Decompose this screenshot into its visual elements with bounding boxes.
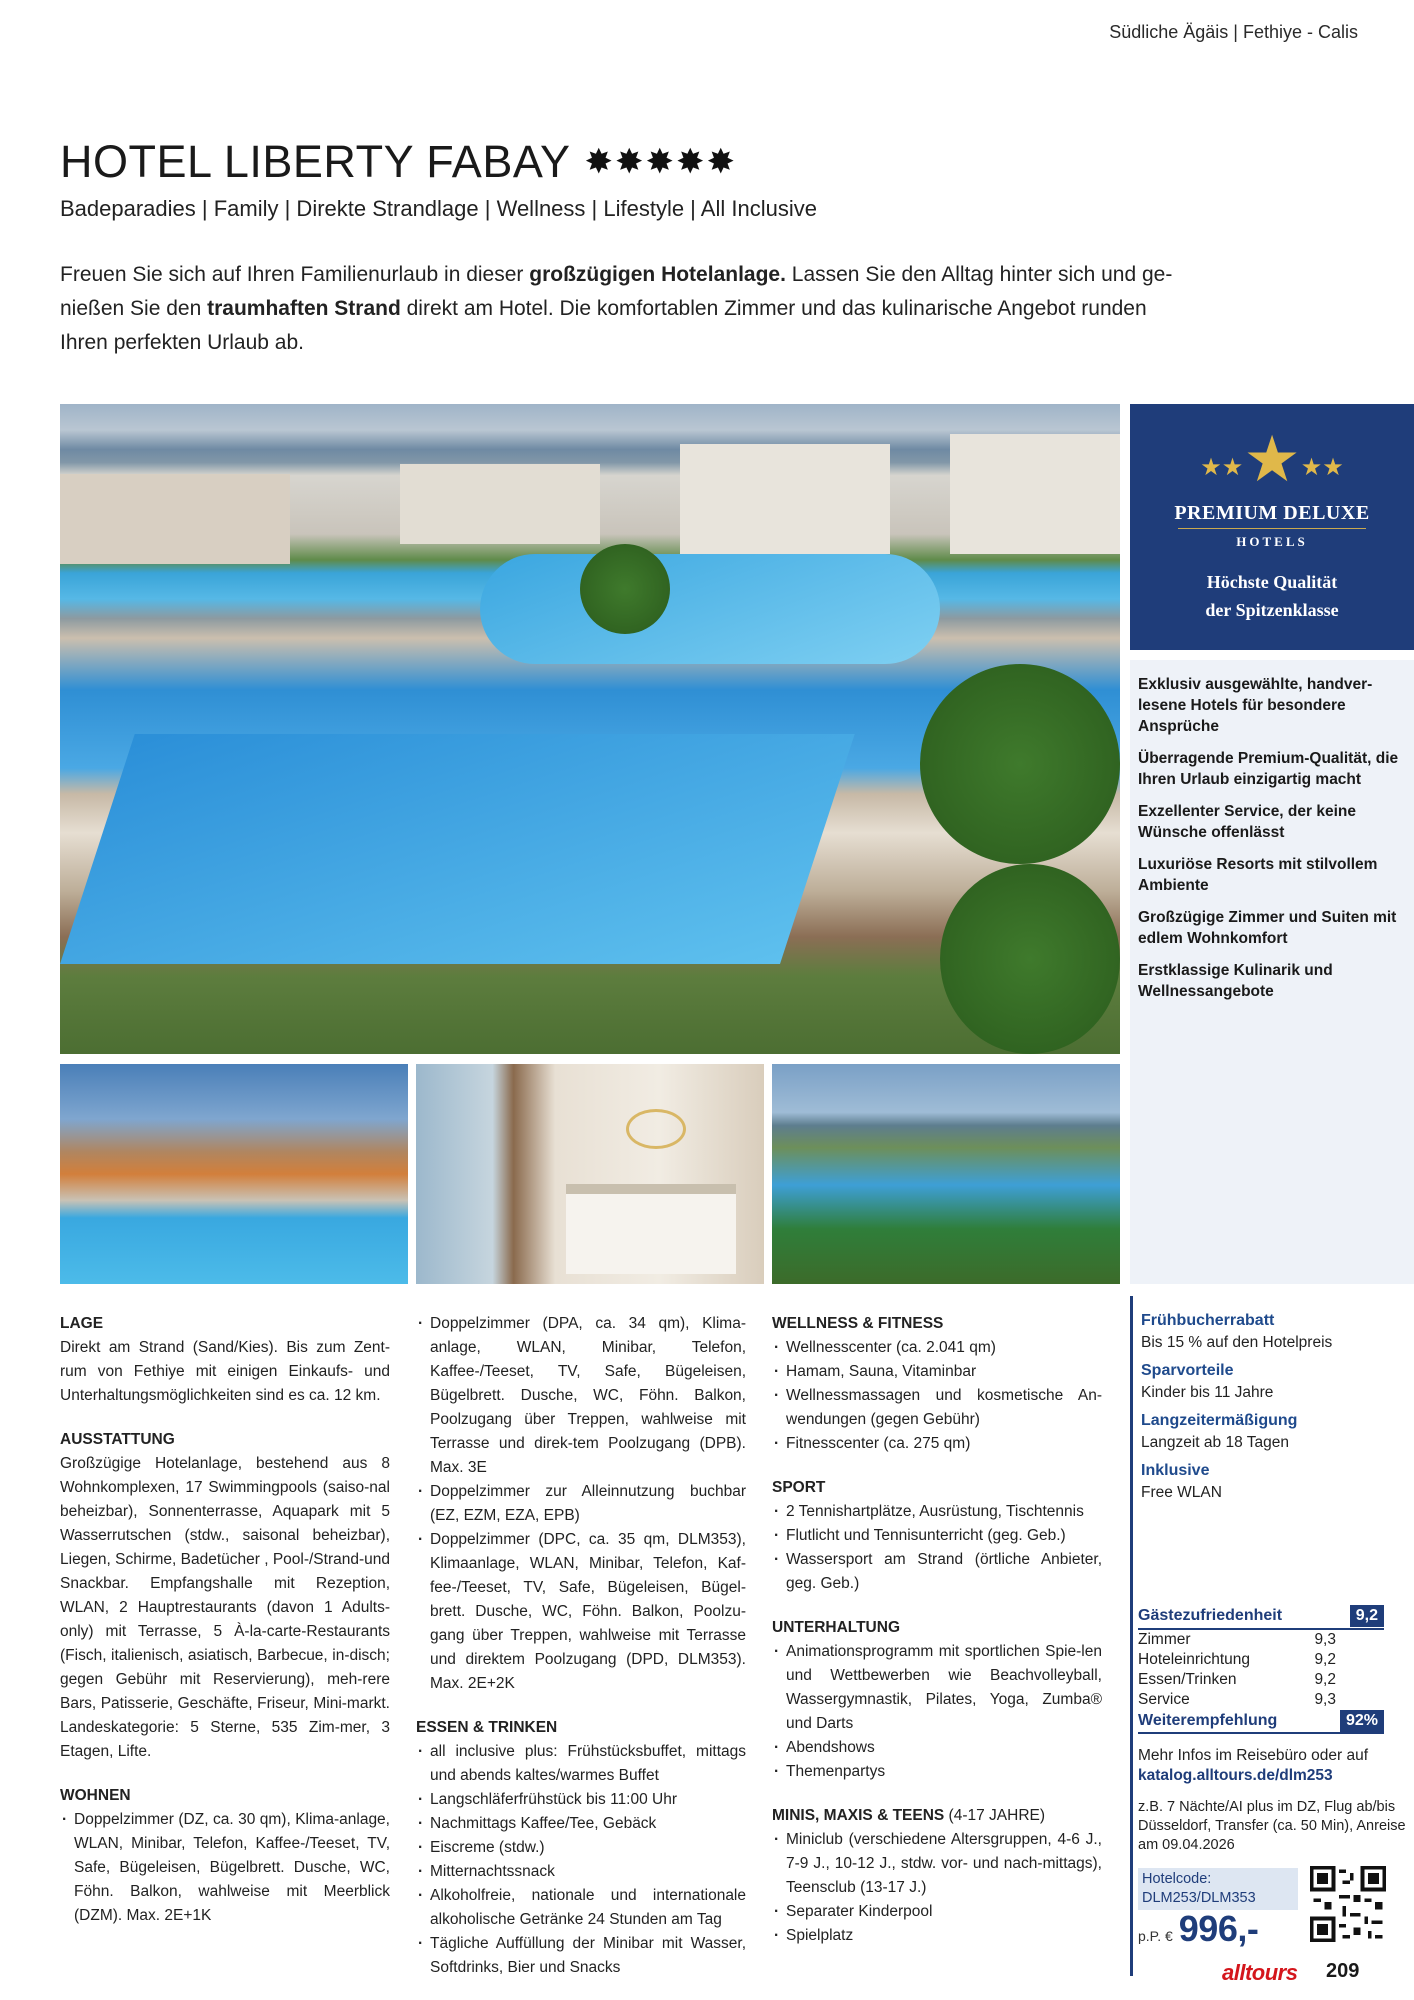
list-item: · Tägliche Auffüllung der Minibar mit Wasser, Softdrinks, Bier und Snacks xyxy=(416,1932,746,1980)
list-item: · Nachmittags Kaffee/Tee, Gebäck xyxy=(416,1812,746,1836)
more-info-text: Mehr Infos im Reisebüro oder auf xyxy=(1138,1747,1369,1764)
list-item: · 2 Tennishartplätze, Ausrüstung, Tischtennis xyxy=(772,1500,1102,1524)
rating-value: 9,3 xyxy=(1314,1691,1336,1708)
list-item: · all inclusive plus: Frühstücksbuffet, mittags und abends kaltes/warmes Buffet xyxy=(416,1740,746,1788)
list-item: · Miniclub (verschiedene Altersgruppen, 4-6 J., 7-9 J., 10-12 J., stdw. vor- und nach-mittags), Teensclub (13-17 J.) xyxy=(772,1828,1102,1900)
catalog-link[interactable]: katalog.alltours.de/dlm253 xyxy=(1138,1767,1333,1784)
star-rating-icon: ✸✸✸✸✸ xyxy=(584,143,737,181)
section-heading-sport: SPORT xyxy=(772,1479,826,1496)
hotel-title xyxy=(60,136,737,188)
photo-palm xyxy=(920,664,1120,864)
list-item: · Mitternachtssnack xyxy=(416,1860,746,1884)
photo-palm xyxy=(940,864,1120,1054)
pool-terrace-photo xyxy=(60,1064,408,1284)
minis-heading-note: (4-17 JAHRE) xyxy=(944,1807,1046,1824)
premium-features-list xyxy=(1130,660,1414,1284)
offer-details: z.B. 7 Nächte/AI plus im DZ, Flug ab/bis Düsseldorf, Transfer (ca. 50 Min), Anreise am 09.04.2026 xyxy=(1138,1799,1406,1853)
rating-header xyxy=(1138,1604,1384,1630)
badge-tagline-2: der Spitzenklasse xyxy=(1205,600,1339,620)
section-heading-wohnen: WOHNEN xyxy=(60,1787,131,1804)
essen-list xyxy=(416,1740,746,1980)
price-prefix: p.P. € xyxy=(1138,1928,1173,1944)
wohnen-list xyxy=(60,1808,390,1928)
feature-item: Überragende Premium-Qualität, die Ihren Urlaub einzigartig macht xyxy=(1138,750,1399,788)
feature-item: Erstklassige Kulinarik und Wellnessangebote xyxy=(1138,962,1333,1000)
hotel-code-label: Hotelcode: xyxy=(1142,1871,1212,1887)
badge-tagline xyxy=(1130,568,1414,624)
rating-row xyxy=(1138,1650,1384,1670)
recommend-label: Weiterempfehlung xyxy=(1138,1712,1278,1729)
list-item: · Langschläferfrühstück bis 11:00 Uhr xyxy=(416,1788,746,1812)
rating-row xyxy=(1138,1690,1384,1710)
deal-title: Inklusive xyxy=(1141,1462,1210,1479)
deal-value: Bis 15 % auf den Hotelpreis xyxy=(1141,1334,1333,1351)
photo-bed xyxy=(566,1184,736,1274)
rating-label: Zimmer xyxy=(1138,1631,1191,1648)
photo-building xyxy=(950,434,1120,554)
list-item: · Abendshows xyxy=(772,1736,1102,1760)
section-heading-unterhaltung: UNTERHALTUNG xyxy=(772,1619,901,1636)
hotel-tags: Badeparadies | Family | Direkte Strandlage | Wellness | Lifestyle | All Inclusive xyxy=(60,196,817,221)
more-info xyxy=(1138,1746,1408,1786)
photo-pool xyxy=(480,554,940,664)
minis-heading-text: MINIS, MAXIS & TEENS xyxy=(772,1807,945,1824)
list-item: · Themenpartys xyxy=(772,1760,1102,1784)
feature-item: Exklusiv ausgewählte, handver-lesene Hotels für besondere Ansprüche xyxy=(1138,676,1373,735)
sport-list xyxy=(772,1500,1102,1596)
intro-bold-1: großzügigen Hotelanlage. xyxy=(529,263,786,286)
deal-value: Kinder bis 11 Jahre xyxy=(1141,1384,1274,1401)
feature-item: Luxuriöse Resorts mit stilvollem Ambiente xyxy=(1138,856,1378,894)
rating-heading: Gästezufriedenheit xyxy=(1138,1607,1283,1624)
hotel-code-box xyxy=(1138,1868,1298,1910)
list-item: · Separater Kinderpool xyxy=(772,1900,1102,1924)
rating-row xyxy=(1138,1630,1384,1650)
rating-score: 9,2 xyxy=(1350,1605,1384,1627)
column-2 xyxy=(416,1312,746,1980)
lage-text: Direkt am Strand (Sand/Kies). Bis zum Zent-rum von Fethiye mit einigen Einkaufs- und Unterhaltungsmöglichkeiten sind es ca. 12 km. xyxy=(60,1339,390,1404)
recommendation-row xyxy=(1138,1710,1384,1734)
deal-value: Langzeit ab 18 Tagen xyxy=(1141,1434,1289,1451)
list-item: · Alkoholfreie, nationale und internationale alkoholische Getränke 24 Stunden am Tag xyxy=(416,1884,746,1932)
rating-value: 9,2 xyxy=(1314,1651,1336,1668)
photo-building xyxy=(680,444,890,554)
photo-pool xyxy=(60,734,855,964)
list-item: · Wellnesscenter (ca. 2.041 qm) xyxy=(772,1336,1102,1360)
list-item: · Doppelzimmer (DPA, ca. 34 qm), Klima-anlage, WLAN, Minibar, Telefon, Kaffee-/Teeset, TV, Safe, Bügeleisen, Bügelbrett. Dusche, WC, Föhn. Balkon, Poolzugang über Treppen, wahlweise mit Terrasse und direk-tem Poolzugang (DPB). Max. 3E xyxy=(416,1312,746,1480)
price-value: 996,- xyxy=(1178,1908,1259,1949)
section-heading-wellness: WELLNESS & FITNESS xyxy=(772,1315,944,1332)
list-item: · Wellnessmassagen und kosmetische An-wendungen (gegen Gebühr) xyxy=(772,1384,1102,1432)
list-item: · Hamam, Sauna, Vitaminbar xyxy=(772,1360,1102,1384)
section-heading-lage: LAGE xyxy=(60,1315,104,1332)
alltours-logo: alltours xyxy=(1222,1960,1298,1985)
minis-list xyxy=(772,1828,1102,1948)
intro-text-2: Lassen Sie den Alltag hinter sich und ge-nießen Sie den xyxy=(60,263,1173,320)
badge-name: PREMIUM DELUXE xyxy=(1174,502,1370,524)
intro-bold-2: traumhaften Strand xyxy=(207,297,401,320)
qr-code-icon[interactable] xyxy=(1310,1866,1386,1942)
photo-palm xyxy=(580,544,670,634)
wohnen-list-continued xyxy=(416,1312,746,1696)
list-item: · Doppelzimmer (DZ, ca. 30 qm), Klima-anlage, WLAN, Minibar, Telefon, Kaffee-/Teeset, TV, Safe, Bügeleisen, Bügelbrett. Dusche, WC, Föhn. Balkon, wahlweise mit Meerblick (DZM). Max. 2E+1K xyxy=(60,1808,390,1928)
resort-aerial-photo xyxy=(772,1064,1120,1284)
feature-item: Großzügige Zimmer und Suiten mit edlem Wohnkomfort xyxy=(1138,909,1397,947)
hotel-room-photo xyxy=(416,1064,764,1284)
unterhaltung-list xyxy=(772,1640,1102,1784)
hotel-name: HOTEL LIBERTY FABAY xyxy=(60,136,571,187)
deal-title: Langzeitermäßigung xyxy=(1141,1412,1298,1429)
column-1 xyxy=(60,1312,390,1928)
rating-value: 9,2 xyxy=(1314,1671,1336,1688)
intro-text-1: Freuen Sie sich auf Ihren Familienurlaub in dieser xyxy=(60,263,530,286)
price xyxy=(1138,1908,1258,1950)
list-item: · Wassersport am Strand (örtliche Anbieter, geg. Geb.) xyxy=(772,1548,1102,1596)
feature-item: Exzellenter Service, der keine Wünsche offenlässt xyxy=(1138,803,1356,841)
ausstattung-text: Großzügige Hotelanlage, bestehend aus 8 Wohnkomplexen, 17 Swimmingpools (saiso-nal beheizbar), Sonnenterrasse, Aquapark mit 5 Wasserrutschen (stdw., saisonal beheizbar), Liegen, Schirme, Badetücher , Pool-/Strand-und Snackbar. Empfangshalle mit Rezeption, WLAN, 2 Hauptrestaurants (davon 1 Adults-only) mit Terrasse, 5 À-la-carte-Restaurants (Fisch, italienisch, asiatisch, Barbecue, in-disch; gegen Gebühr mit Reservierung), meh-rere Bars, Patisserie, Geschäfte, Friseur, Mini-markt. Landeskategorie: 5 Sterne, 535 Zim-mer, 3 Etagen, Lifte. xyxy=(60,1455,390,1760)
photo-mirror xyxy=(626,1109,686,1149)
badge-tagline-1: Höchste Qualität xyxy=(1206,572,1338,592)
page-number: 209 xyxy=(1326,1960,1360,1982)
deal-title: Sparvorteile xyxy=(1141,1362,1234,1379)
column-3 xyxy=(772,1312,1102,1948)
premium-deluxe-badge xyxy=(1130,404,1414,650)
list-item: · Doppelzimmer (DPC, ca. 35 qm, DLM353), Klimaanlage, WLAN, Minibar, Telefon, Kaf-fee-/Teeset, TV, Safe, Bügeleisen, Bügel-brett. Dusche, WC, Föhn. Balkon, Poolzu-gang über Treppen, wahlweise mit Terrasse und direktem Poolzugang (DPD, DLM353). Max. 2E+2K xyxy=(416,1528,746,1696)
rating-value: 9,3 xyxy=(1314,1631,1336,1648)
rating-row xyxy=(1138,1670,1384,1690)
list-item: · Fitnesscenter (ca. 275 qm) xyxy=(772,1432,1102,1456)
rating-label: Essen/Trinken xyxy=(1138,1671,1237,1688)
breadcrumb: Südliche Ägäis | Fethiye - Calis xyxy=(1109,22,1358,42)
rating-label: Service xyxy=(1138,1691,1190,1708)
recommend-value: 92% xyxy=(1340,1710,1384,1732)
intro-text-3: direkt am Hotel. Die komfortablen Zimmer und das kulinarische Angebot runden Ihren perfekten Urlaub ab. xyxy=(60,297,1147,354)
badge-divider xyxy=(1178,528,1366,529)
badge-sub: HOTELS xyxy=(1236,534,1308,549)
photo-building xyxy=(400,464,600,544)
list-item: · Spielplatz xyxy=(772,1924,1102,1948)
deal-title: Frühbucherrabatt xyxy=(1141,1312,1275,1329)
list-item: · Flutlicht und Tennisunterricht (geg. Geb.) xyxy=(772,1524,1102,1548)
hotel-intro xyxy=(60,258,1200,360)
section-heading-essen: ESSEN & TRINKEN xyxy=(416,1719,558,1736)
deal-value: Free WLAN xyxy=(1141,1484,1222,1501)
photo-building xyxy=(60,474,290,564)
badge-stars-icon: ★★★★★ xyxy=(1200,424,1344,495)
guest-rating xyxy=(1138,1604,1384,1734)
hotel-code-value: DLM253/DLM353 xyxy=(1142,1890,1256,1906)
main-resort-photo xyxy=(60,404,1120,1054)
list-item: · Doppelzimmer zur Alleinnutzung buchbar (EZ, EZM, EZA, EPB) xyxy=(416,1480,746,1528)
section-heading-ausstattung: AUSSTATTUNG xyxy=(60,1431,175,1448)
rating-label: Hoteleinrichtung xyxy=(1138,1651,1251,1668)
list-item: · Eiscreme (stdw.) xyxy=(416,1836,746,1860)
list-item: · Animationsprogramm mit sportlichen Spie-len und Wettbewerben wie Beachvolleyball, Wassergymnastik, Pilates, Yoga, Zumba® und Darts xyxy=(772,1640,1102,1736)
wellness-list xyxy=(772,1336,1102,1456)
section-heading-minis xyxy=(772,1804,1102,1828)
